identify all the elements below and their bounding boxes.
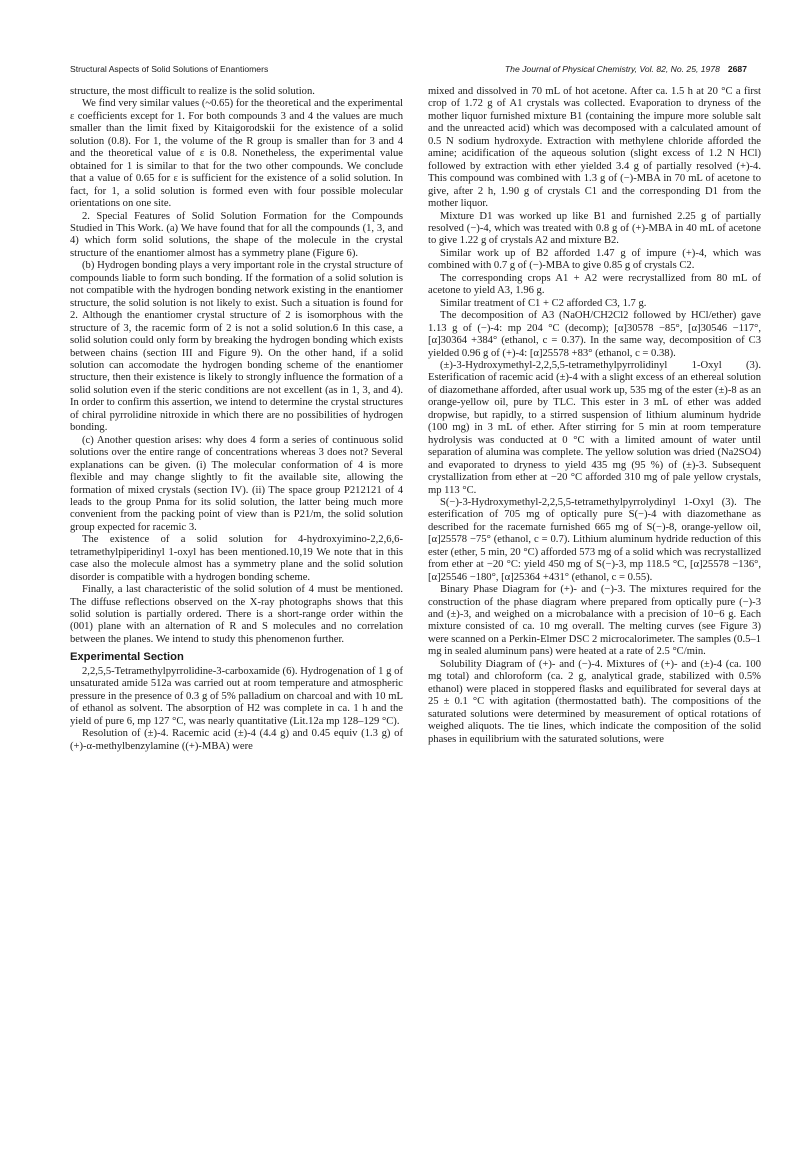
paragraph: (c) Another question arises: why does 4 form a series of continuous solid solutions over the entire range of concentrations whereas 3 does not? Several explanations can be given. (i) The molecular conformation of 4 is more flexible and may change slightly to fit the available site, allowing the formation of mixed crystals (section IV). (ii) The space group P212121 of 4 leads to the group Pnma for its solid solution, the latter being much more convenient from the packing point of view than is P21/m, the solid solution group expected for racemic 3. xyxy=(70,434,403,533)
paragraph: Finally, a last characteristic of the solid solution of 4 must be mentioned. The diffuse reflections observed on the X-ray photographs shows that this solid solution is partially ordered. There is a short-range order within the (001) plane with an alternation of R and S molecules and no correlation between the planes. We intend to study this phenomenon further. xyxy=(70,584,403,645)
paragraph: The corresponding crops A1 + A2 were recrystallized from 80 mL of acetone to yield A3, 1.96 g. xyxy=(428,272,761,297)
paragraph: Resolution of (±)-4. Racemic acid (±)-4 (4.4 g) and 0.45 equiv (1.3 g) of (+)-α-methylbenzylamine ((+)-MBA) were xyxy=(70,728,403,752)
section-heading: Experimental Section xyxy=(70,651,184,664)
paragraph: Mixture D1 was worked up like B1 and furnished 2.25 g of partially resolved (−)-4, which was treated with 0.8 g of (+)-MBA in 40 mL of acetone to give 1.22 g of crystals A2 and mixture B2. xyxy=(428,210,761,247)
paragraph: We find very similar values (~0.65) for the theoretical and the experimental ε coefficients except for 1. For both compounds 3 and 4 the values are much smaller than the limit fixed by Kitaigorodskii for the existence of a solid solution (0.8). For 1, the volume of the R group is smaller than for 3 and 4 and the theoretical value of ε is 0.8. Nonetheless, the experimental value obtained for 1 is similar to that for the two other compounds. We conclude that a value of 0.65 for ε is sufficient for the existence of a solid solution. In fact, for 1, a solid solution is formed even with four possible molecular orientations on one site. xyxy=(70,98,403,210)
right-column xyxy=(428,86,761,1126)
paragraph: (b) Hydrogen bonding plays a very important role in the crystal structure of compounds liable to form such bonding. If the formation of a solid solution is not compatible with the hydrogen bonding network existing in the enantiomer structure, the solid solution is not likely to exist. Such a situation is found for 2. Although the enantiomer crystal structure of 2 is isomorphous with the structure of 3, the racemic form of 2 is not a solid solution.6 In this case, a solid solution could only form by breaking the hydrogen bonding which exists between chains (section III and Figure 9). On the other hand, if a solid solution can accomodate the hydrogen bonding scheme of the enantiomer structure, then their existence is likely to strongly influence the formation of a solid solution even if the steric conditions are not excellent (as in 1, 3, and 4). In order to confirm this assertion, we intend to determine the crystal structures of chiral pyrrolidine nitroxide in which there are no possibilities of hydrogen bonding. xyxy=(70,260,403,434)
running-title: Structural Aspects of Solid Solutions of Enantiomers xyxy=(70,64,269,74)
paragraph: mixed and dissolved in 70 mL of hot acetone. After ca. 1.5 h at 20 °C a first crop of 1.72 g of A1 crystals was collected. Evaporation to dryness of the mother liquor furnished mixture B1 (containing the impure more soluble salt and the unreacted acid) which was decomposed with a calculated amount of 0.5 N sodium hydroxyde. Extraction with methylene chloride afforded the amine; acidification of the aqueous solution (slight excess of 1.2 N HCl) followed by extraction with ether yielded 3.4 g of partially resolved (+)-4. This compound was combined with 1.3 g of (−)-MBA in 70 mL of acetone to give, after 2 h, 1.90 g of crystals C1 and the corresponding D1 from the mother liquor. xyxy=(428,86,761,210)
paragraph: 2,2,5,5-Tetramethylpyrrolidine-3-carboxamide (6). Hydrogenation of 1 g of unsaturated amide 512a was carried out at room temperature and atmospheric pressure in the presence of 0.3 g of 5% palladium on charcoal and with 10 mL of ethanol as solvent. The absorption of H2 was complete in ca. 1 h and the yield of pure 6, mp 127 °C, was nearly quantitative (Lit.12a mp 128–129 °C). xyxy=(70,665,403,727)
paragraph: 2. Special Features of Solid Solution Formation for the Compounds Studied in This Work. (a) We have found that for all the compounds (1, 3, and 4) which form solid solutions, the shape of the molecule in the crystal structure of the enantiomer almost has a symmetry plane (Figure 6). xyxy=(70,210,403,259)
paragraph: Binary Phase Diagram for (+)- and (−)-3. The mixtures required for the construction of the phase diagram where prepared from optically pure (−)-3 and (±)-3, and weighed on a microbalance with a precision of 10−6 g. Each mixture consisted of ca. 10 mg overall. The melting curves (see Figure 3) were scanned on a Perkin-Elmer DSC 2 microcalorimeter. The samples (0.5–1 mg in sealed aluminum pans) were heated at a rate of 2.5 °C/min. xyxy=(428,584,761,658)
left-column xyxy=(70,86,403,1126)
paragraph: (±)-3-Hydroxymethyl-2,2,5,5-tetramethylpyrrolidinyl 1-Oxyl (3). Esterification of racemic acid (±)-4 with a slight excess of an ethereal solution of diazomethane afforded, after usual work up, 535 mg of the ester (±)-8 as an orange-yellow oil, pure by TLC. This ester in 3 mL of ether was added dropwise, but rapidly, to a stirred suspension of lithium aluminum hydride (100 mg) in 3 mL of ether. After stirring for 5 min at room temperature hydrolysis was conducted at 0 °C with a limited amount of water until separation of alumina was complete. The yellow solution was dried (Na2SO4) and evaporated to dryness to yield 435 mg (95 %) of (±)-3. Subsequent crystallization from ether at −20 °C afforded 310 mg of pale yellow crystals, mp 113 °C. xyxy=(428,359,761,496)
paragraph: Solubility Diagram of (+)- and (−)-4. Mixtures of (+)- and (±)-4 (ca. 100 mg total) and chloroform (ca. 2 g, analytical grade, stabilized with 0.5% ethanol) were placed in stoppered flasks and equilibrated for several days at 25 ± 0.1 °C with agitation (thermostatted bath). The compositions of the saturated solutions were determined by measurement of optical rotations of weighed aliquots. The tie lines, which indicate the composition of the solid phases in equilibrium with the saturated solutions, were xyxy=(428,658,761,745)
journal-citation xyxy=(505,64,747,74)
running-header xyxy=(70,64,747,78)
paragraph: Similar treatment of C1 + C2 afforded C3, 1.7 g. xyxy=(440,297,647,309)
paragraph: The decomposition of A3 (NaOH/CH2Cl2 followed by HCl/ether) gave 1.13 g of (−)-4: mp 204 °C (decomp); [α]30578 −85°, [α]30546 −117°, [α]30364 +384° (ethanol, c = 0.37). In the same way, decomposition of C3 yielded 0.96 g of (+)-4: [α]25578 +83° (ethanol, c = 0.38). xyxy=(428,310,761,359)
paragraph: The existence of a solid solution for 4-hydroxyimino-2,2,6,6-tetramethylpiperidinyl 1-oxyl has been mentioned.10,19 We note that in this case also the molecule almost has a symmetry plane and the solid solution disorder is compatible with a hydrogen bonding scheme. xyxy=(70,534,403,583)
journal-name: The Journal of Physical Chemistry, Vol. 82, No. 25, 1978 xyxy=(504,64,720,74)
paragraph: Similar work up of B2 afforded 1.47 g of impure (+)-4, which was combined with 0.7 g of (−)-MBA to give 0.85 g of crystals C2. xyxy=(428,247,761,272)
page-number: 2687 xyxy=(727,64,747,74)
paragraph: S(−)-3-Hydroxymethyl-2,2,5,5-tetramethylpyrrolydinyl 1-Oxyl (3). The esterification of 705 mg of optically pure S(−)-4 with diazomethane as described for the racemate furnished 665 mg of S(−)-8, orange-yellow oil, [α]25578 −75° (ethanol, c = 0.7). Lithium aluminum hydride reduction of this ester (ether, 5 min, 20 °C) afforded 573 mg of a solid which was recrystallized from ether at −20 °C: yield 450 mg of S(−)-3, mp 118.5 °C, [α]25578 −136°, [α]25546 −180°, [α]25364 +431° (ethanol, c = 0.55). xyxy=(428,496,761,583)
paragraph: structure, the most difficult to realize is the solid solution. xyxy=(70,86,315,97)
